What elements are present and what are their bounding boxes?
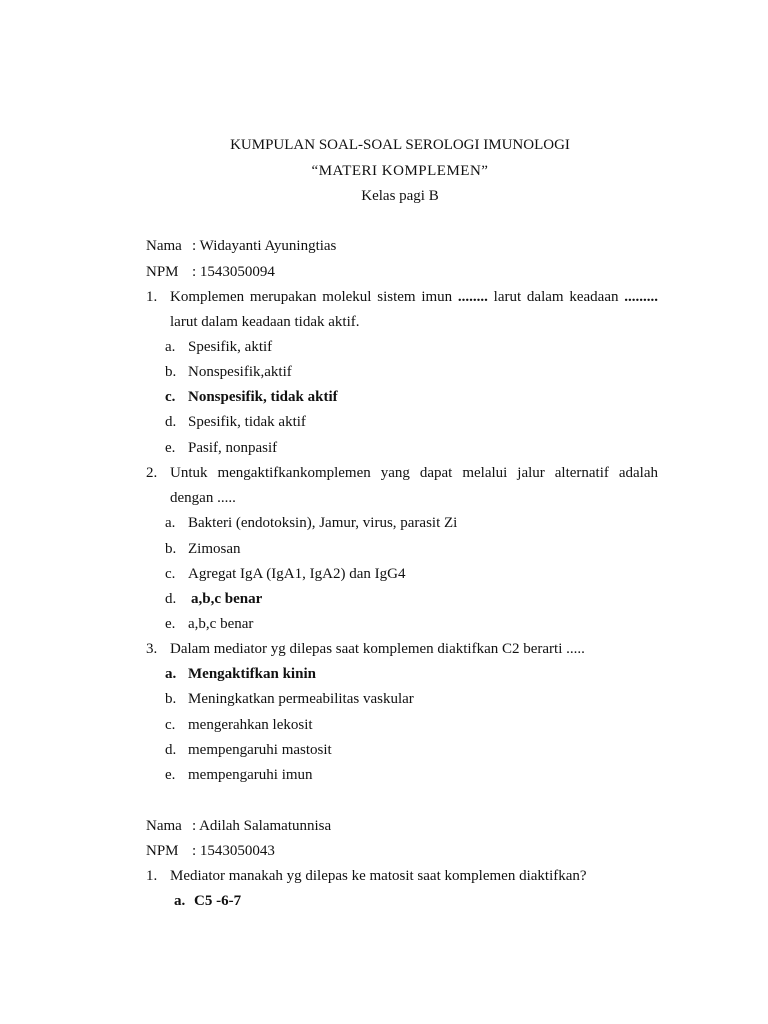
option-text: Spesifik, aktif	[188, 339, 273, 355]
option-letter: a.	[165, 515, 176, 531]
name-value: : Widayanti Ayuningtias	[192, 238, 337, 254]
option-letter: b.	[165, 691, 177, 707]
option-letter: c.	[165, 566, 176, 582]
option-text: mempengaruhi imun	[188, 767, 313, 783]
option-letter: d.	[165, 591, 177, 607]
option-text-correct: Mengaktifkan kinin	[188, 666, 316, 682]
option-text-correct: a,b,c benar	[191, 591, 263, 607]
question-text: Mediator manakah yg dilepas ke matosit saat komplemen diaktifkan?	[170, 868, 587, 884]
question-number: 1.	[146, 289, 158, 305]
option-letter: a.	[174, 893, 186, 909]
option-text: Meningkatkan permeabilitas vaskular	[188, 691, 414, 707]
question-text: Komplemen merupakan molekul sistem imun ........ larut dalam keadaan .........	[170, 289, 658, 305]
option-letter: d.	[165, 414, 177, 430]
option-letter: c.	[165, 717, 176, 733]
class-label: Kelas pagi B	[361, 188, 439, 204]
option-text: Pasif, nonpasif	[188, 440, 278, 456]
npm-label: NPM	[146, 264, 179, 280]
option-text: Bakteri (endotoksin), Jamur, virus, parasit Zi	[188, 515, 458, 531]
option-letter: b.	[165, 541, 177, 557]
option-text: a,b,c benar	[188, 616, 254, 632]
document-title: KUMPULAN SOAL-SOAL SEROLOGI IMUNOLOGI	[230, 137, 570, 153]
option-text: Spesifik, tidak aktif	[188, 414, 306, 430]
question-text-continued: dengan .....	[170, 490, 236, 506]
option-text: Agregat IgA (IgA1, IgA2) dan IgG4	[188, 566, 406, 582]
option-letter: c.	[165, 389, 176, 405]
option-letter: a.	[165, 666, 177, 682]
option-letter: a.	[165, 339, 176, 355]
option-text-correct: C5 -6-7	[194, 893, 242, 909]
npm-label: NPM	[146, 843, 179, 859]
option-letter: d.	[165, 742, 177, 758]
option-text: mempengaruhi mastosit	[188, 742, 332, 758]
option-text: Nonspesifik,aktif	[188, 364, 292, 380]
option-letter: e.	[165, 616, 176, 632]
option-letter: b.	[165, 364, 177, 380]
npm-value: : 1543050094	[192, 264, 275, 280]
option-letter: e.	[165, 440, 176, 456]
question-number: 1.	[146, 868, 158, 884]
option-text: mengerahkan lekosit	[188, 717, 313, 733]
question-text: Untuk mengaktifkankomplemen yang dapat melalui jalur alternatif adalah	[170, 465, 658, 481]
document-subtitle: “MATERI KOMPLEMEN”	[311, 163, 489, 179]
option-letter: e.	[165, 767, 176, 783]
question-number: 3.	[146, 641, 158, 657]
option-text: Zimosan	[188, 541, 241, 557]
option-text-correct: Nonspesifik, tidak aktif	[188, 389, 338, 405]
name-label: Nama	[146, 818, 182, 834]
question-text-continued: larut dalam keadaan tidak aktif.	[170, 314, 360, 330]
name-value: : Adilah Salamatunnisa	[192, 818, 332, 834]
npm-value: : 1543050043	[192, 843, 275, 859]
name-label: Nama	[146, 238, 182, 254]
question-text: Dalam mediator yg dilepas saat komplemen diaktifkan C2 berarti .....	[170, 641, 585, 657]
question-number: 2.	[146, 465, 158, 481]
